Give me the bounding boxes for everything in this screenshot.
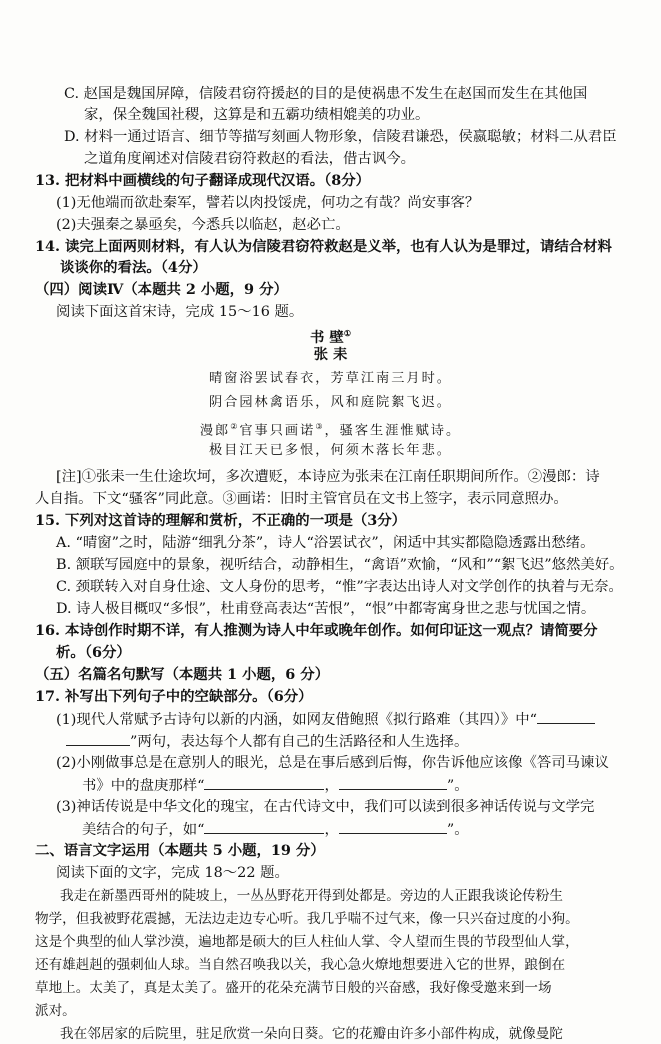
passage-line: 草地上。太美了，真是太美了。盛开的花朵充满节日般的兴奋感，我好像受邀来到一场 — [35, 980, 552, 996]
section-heading-language: 二、语言文字运用（本题共 5 小题，19 分） — [35, 842, 325, 859]
q17-item-2-cont: 书》中的盘庚那样“ ， ”。 — [0, 775, 661, 796]
question-15: 15. 下列对这首诗的理解和赏析，不正确的一项是（3分） — [35, 512, 407, 529]
q17-item-3: (3)神话传说是中华文化的瑰宝，在古代诗文中，我们可以读到很多神话传说与文学完 — [56, 799, 595, 815]
poem-line-2: 阴合园林禽语乐，风和庭院絮飞迟。 — [209, 395, 452, 410]
q13-sentence-1: (1)无他端而欲赴秦军，譬若以肉投馁虎，何功之有哉？尚安事客？ — [56, 195, 480, 211]
q15-option-c: C. 颈联转入对自身仕途、文人身份的思考，“惟”字表达出诗人对文学创作的执着与无奈。 — [56, 579, 623, 595]
option-c-line: 家，保全魏国社稷，这算是和五霸功绩相媲美的功业。 — [84, 107, 430, 123]
question-16: 16. 本诗创作时期不详，有人推测为诗人中年或晚年创作。如何印证这一观点？请简要分 — [35, 622, 598, 639]
answer-blank[interactable] — [66, 731, 130, 746]
section-heading-4: （四）阅读Ⅳ（本题共 2 小题，9 分） — [35, 281, 288, 298]
q15-option-d: D. 诗人极目概叹“多恨”，杜甫登高表达“苦恨”，“恨”中都寄寓身世之悲与忧国之情。 — [56, 601, 596, 617]
q15-option-a: A. “晴窗”之时，陆游“细乳分茶”，诗人“浴罢试衣”，闲适中其实都隐隐透露出愁绪。 — [56, 535, 595, 551]
passage-line: 还有雄赳赳的强刺仙人球。当自然召唤我以关，我心急火燎地想要进入它的世界，踉倒在 — [35, 957, 566, 973]
passage-line: 这是个典型的仙人掌沙漠，遍地都是硕大的巨人柱仙人掌、令人望而生畏的节段型仙人掌， — [35, 934, 579, 950]
question-13: 13. 把材料中画横线的句子翻译成现代汉语。（8分） — [35, 172, 371, 189]
answer-blank[interactable] — [204, 775, 324, 790]
option-c-line: C. 赵国是魏国屏障，信陵君窃符援赵的目的是使祸患不发生在赵国而发生在其他国 — [64, 86, 588, 102]
poem-note: [注]①张耒一生仕途坎坷，多次遭贬，本诗应为张耒在江南任职期间所作。②漫郎：诗 — [56, 469, 600, 485]
answer-blank[interactable] — [339, 775, 447, 790]
q17-item-1-cont: ”两句，表达每个人都有自己的生活路径和人生选择。 — [0, 731, 661, 752]
question-17: 17. 补写出下列句子中的空缺部分。（6分） — [35, 688, 313, 705]
poem-author: 张 耒 — [313, 346, 348, 363]
answer-blank[interactable] — [537, 709, 595, 724]
q17-item-3-cont: 美结合的句子，如“ ， ”。 — [0, 819, 661, 840]
answer-blank[interactable] — [204, 819, 324, 834]
passage-line: 我在邻居家的后院里，驻足欣赏一朵向日葵。它的花瓣由许多小部件构成，就像曼陀 — [60, 1026, 563, 1042]
passage-line: 我走在新墨西哥州的陡坡上，一丛丛野花开得到处都是。旁边的人正跟我谈论传粉生 — [60, 888, 563, 904]
question-16-cont: 析。（6分） — [56, 644, 131, 661]
question-14-cont: 谈谈你的看法。（4分） — [60, 259, 207, 276]
section-heading-5: （五）名篇名句默写（本题共 1 小题，6 分） — [35, 666, 330, 683]
poem-line-1: 晴窗浴罢试春衣，芳草江南三月时。 — [209, 371, 452, 386]
option-d-line: D. 材料一通过语言、细节等描写刻画人物形象，信陵君谦恐，侯嬴聪敏；材料二从君臣 — [64, 129, 617, 145]
poem-note-cont: 人自指。下文“骚客”同此意。③画诺：旧时主管官员在文书上签字，表示同意照办。 — [35, 491, 568, 507]
question-14: 14. 读完上面两则材料，有人认为信陵君窃符救赵是义举，也有人认为是罪过，请结合材料 — [35, 238, 612, 255]
q17-item-1: (1)现代人常赋予古诗句以新的内涵，如网友借鲍照《拟行路难（其四）》中“ — [0, 709, 661, 730]
answer-blank[interactable] — [339, 819, 447, 834]
q15-option-b: B. 颔联写园庭中的景象，视听结合，动静相生，“禽语”欢愉，“风和”“絮飞迟”悠然美好。 — [56, 557, 624, 573]
passage-line: 物学，但我被野花震撼，无法边走边专心听。我几乎喘不过气来，像一只兴奋过度的小狗。 — [35, 911, 579, 927]
poem-line-3: 漫郎②官事只画诺③，骚客生涯惟赋诗。 — [199, 422, 462, 439]
poem-line-4: 极目江天已多恨，何须木落长年悲。 — [209, 443, 452, 458]
q17-item-2: (2)小刚做事总是在意别人的眼光，总是在事后感到后悔，你告诉他应该像《答司马谏议 — [56, 755, 609, 771]
option-d-line: 之道角度阐述对信陵君窃符救赵的看法，借古讽今。 — [84, 151, 415, 167]
poem-title: 书 壁① — [310, 328, 351, 346]
q13-sentence-2: (2)夫强秦之暴亟矣，今悉兵以临赵，赵必亡。 — [56, 217, 350, 233]
instruction: 阅读下面这首宋诗，完成 15～16 题。 — [56, 304, 304, 320]
passage-line: 派对。 — [35, 1003, 76, 1019]
instruction: 阅读下面的文字，完成 18～22 题。 — [56, 865, 289, 881]
